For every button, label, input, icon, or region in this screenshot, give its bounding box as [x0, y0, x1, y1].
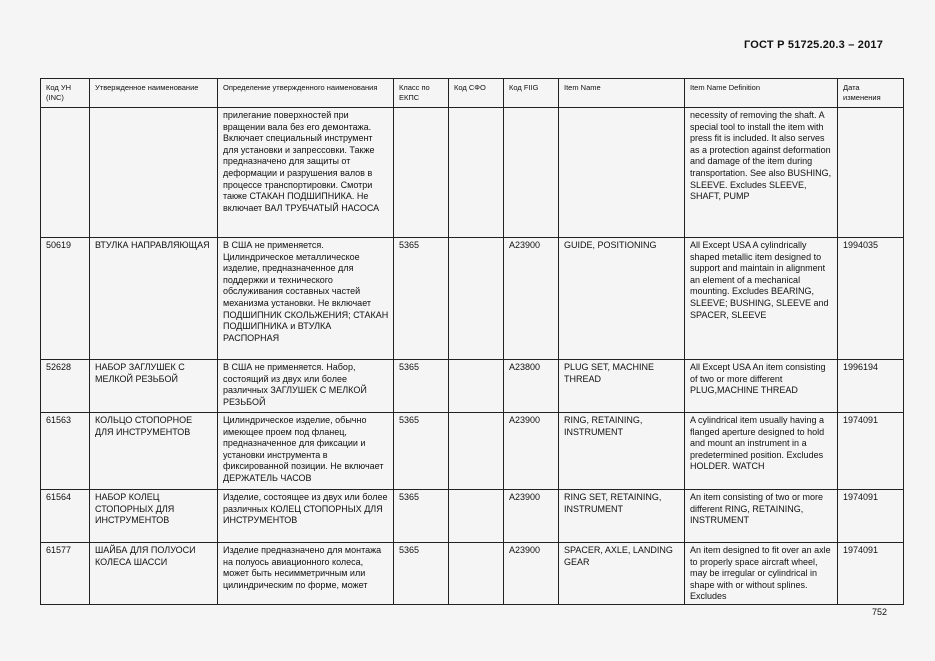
table-header-row: [41, 79, 904, 108]
col-header-inc: Код УН (INC): [41, 79, 90, 108]
cell-sfo: [449, 543, 504, 605]
table-row: [41, 413, 904, 490]
cell-definition-ru: Цилиндрическое изделие, обычно имеющее проем под фланец, предназначенное для фиксации и установки инструмента в фиксированной позиции. Не включает ДЕРЖАТЕЛЬ ЧАСОВ: [218, 413, 394, 490]
cell-item-name: [559, 108, 685, 238]
table-row: [41, 360, 904, 413]
col-header-item-name: Item Name: [559, 79, 685, 108]
col-header-fiig: Код FIIG: [504, 79, 559, 108]
cell-fiig: A23900: [504, 543, 559, 605]
cell-sfo: [449, 238, 504, 360]
cell-date: [838, 108, 904, 238]
cell-class: 5365: [394, 543, 449, 605]
cell-item-name: SPACER, AXLE, LANDING GEAR: [559, 543, 685, 605]
table-row: [41, 108, 904, 238]
cell-date: 1996194: [838, 360, 904, 413]
cell-sfo: [449, 413, 504, 490]
cell-fiig: A23900: [504, 413, 559, 490]
cell-definition-ru: прилегание поверхностей при вращении вала без его демонтажа. Включает специальный инструмент для установки и запрессовки. Также предназначено для защиты от деформации и разрушения валов в процессе транспортировки. Смотри также СТАКАН ПОДШИПНИКА. Не включает ВАЛ ТРУБЧАТЫЙ НАСОСА: [218, 108, 394, 238]
cell-name-ru: ШАЙБА ДЛЯ ПОЛУОСИ КОЛЕСА ШАССИ: [90, 543, 218, 605]
cell-name-ru: ВТУЛКА НАПРАВЛЯЮЩАЯ: [90, 238, 218, 360]
cell-item-name: RING, RETAINING, INSTRUMENT: [559, 413, 685, 490]
table-row: [41, 490, 904, 543]
cell-name-ru: [90, 108, 218, 238]
cell-name-ru: КОЛЬЦО СТОПОРНОЕ ДЛЯ ИНСТРУМЕНТОВ: [90, 413, 218, 490]
cell-inc: [41, 108, 90, 238]
cell-date: 1974091: [838, 543, 904, 605]
cell-fiig: A23900: [504, 490, 559, 543]
cell-fiig: A23800: [504, 360, 559, 413]
cell-inc: 61577: [41, 543, 90, 605]
page-number: 752: [872, 607, 888, 617]
col-header-date: Дата изменения: [838, 79, 904, 108]
cell-class: 5365: [394, 413, 449, 490]
col-header-class: Класс по ЕКПС: [394, 79, 449, 108]
col-header-definition-en: Item Name Definition: [685, 79, 838, 108]
cell-name-ru: НАБОР ЗАГЛУШЕК С МЕЛКОЙ РЕЗЬБОЙ: [90, 360, 218, 413]
cell-inc: 61563: [41, 413, 90, 490]
cell-definition-en: An item designed to fit over an axle to properly space aircraft wheel, may be irregular or cylindrical in shape with or without splines. Excludes: [685, 543, 838, 605]
cell-sfo: [449, 360, 504, 413]
cell-definition-ru: В США не применяется. Набор, состоящий из двух или более различных ЗАГЛУШЕК С МЕЛКОЙ РЕЗЬБОЙ: [218, 360, 394, 413]
cell-definition-en: necessity of removing the shaft. A special tool to install the item with press fit is included. It also serves as a protection against deformation and damage of the item during transportation. See also BUSHING, SLEEVE. Excludes SLEEVE, SHAFT, PUMP: [685, 108, 838, 238]
cell-definition-en: A cylindrical item usually having a flanged aperture designed to hold and mount an instrument in a predetermined position. Excludes HOLDER. WATCH: [685, 413, 838, 490]
cell-definition-en: All Except USA A cylindrically shaped metallic item designed to support and maintain in alignment an element of a mechanical mounting. Excludes BEARING, SLEEVE; BUSHING, SLEEVE and SPACER, SLEEVE: [685, 238, 838, 360]
cell-class: 5365: [394, 238, 449, 360]
cell-fiig: A23900: [504, 238, 559, 360]
col-header-definition-ru: Определение утвержденного наименования: [218, 79, 394, 108]
table-row: [41, 238, 904, 360]
cell-date: 1994035: [838, 238, 904, 360]
cell-sfo: [449, 490, 504, 543]
table-row: [41, 543, 904, 605]
cell-definition-en: All Except USA An item consisting of two or more different PLUG,MACHINE THREAD: [685, 360, 838, 413]
cell-definition-en: An item consisting of two or more different RING, RETAINING, INSTRUMENT: [685, 490, 838, 543]
cell-item-name: PLUG SET, MACHINE THREAD: [559, 360, 685, 413]
col-header-approved-name: Утвержденное наименование: [90, 79, 218, 108]
nomenclature-table: [40, 78, 904, 605]
cell-name-ru: НАБОР КОЛЕЦ СТОПОРНЫХ ДЛЯ ИНСТРУМЕНТОВ: [90, 490, 218, 543]
cell-definition-ru: Изделие предназначено для монтажа на полуось авиационного колеса, может быть несимметричным или цилиндрическим по форме, может: [218, 543, 394, 605]
cell-item-name: RING SET, RETAINING, INSTRUMENT: [559, 490, 685, 543]
cell-inc: 50619: [41, 238, 90, 360]
cell-definition-ru: Изделие, состоящее из двух или более различных КОЛЕЦ СТОПОРНЫХ ДЛЯ ИНСТРУМЕНТОВ: [218, 490, 394, 543]
cell-date: 1974091: [838, 413, 904, 490]
cell-sfo: [449, 108, 504, 238]
col-header-sfo: Код СФО: [449, 79, 504, 108]
cell-item-name: GUIDE, POSITIONING: [559, 238, 685, 360]
cell-inc: 52628: [41, 360, 90, 413]
cell-definition-ru: В США не применяется. Цилиндрическое металлическое изделие, предназначенное для поддержки и технического обслуживания составных частей механизма установки. Не включает ПОДШИПНИК СКОЛЬЖЕНИЯ; СТАКАН ПОДШИПНИКА и ВТУЛКА РАСПОРНАЯ: [218, 238, 394, 360]
cell-date: 1974091: [838, 490, 904, 543]
document-code: ГОСТ Р 51725.20.3 – 2017: [744, 39, 884, 51]
cell-class: 5365: [394, 360, 449, 413]
cell-fiig: [504, 108, 559, 238]
cell-class: [394, 108, 449, 238]
cell-inc: 61564: [41, 490, 90, 543]
cell-class: 5365: [394, 490, 449, 543]
